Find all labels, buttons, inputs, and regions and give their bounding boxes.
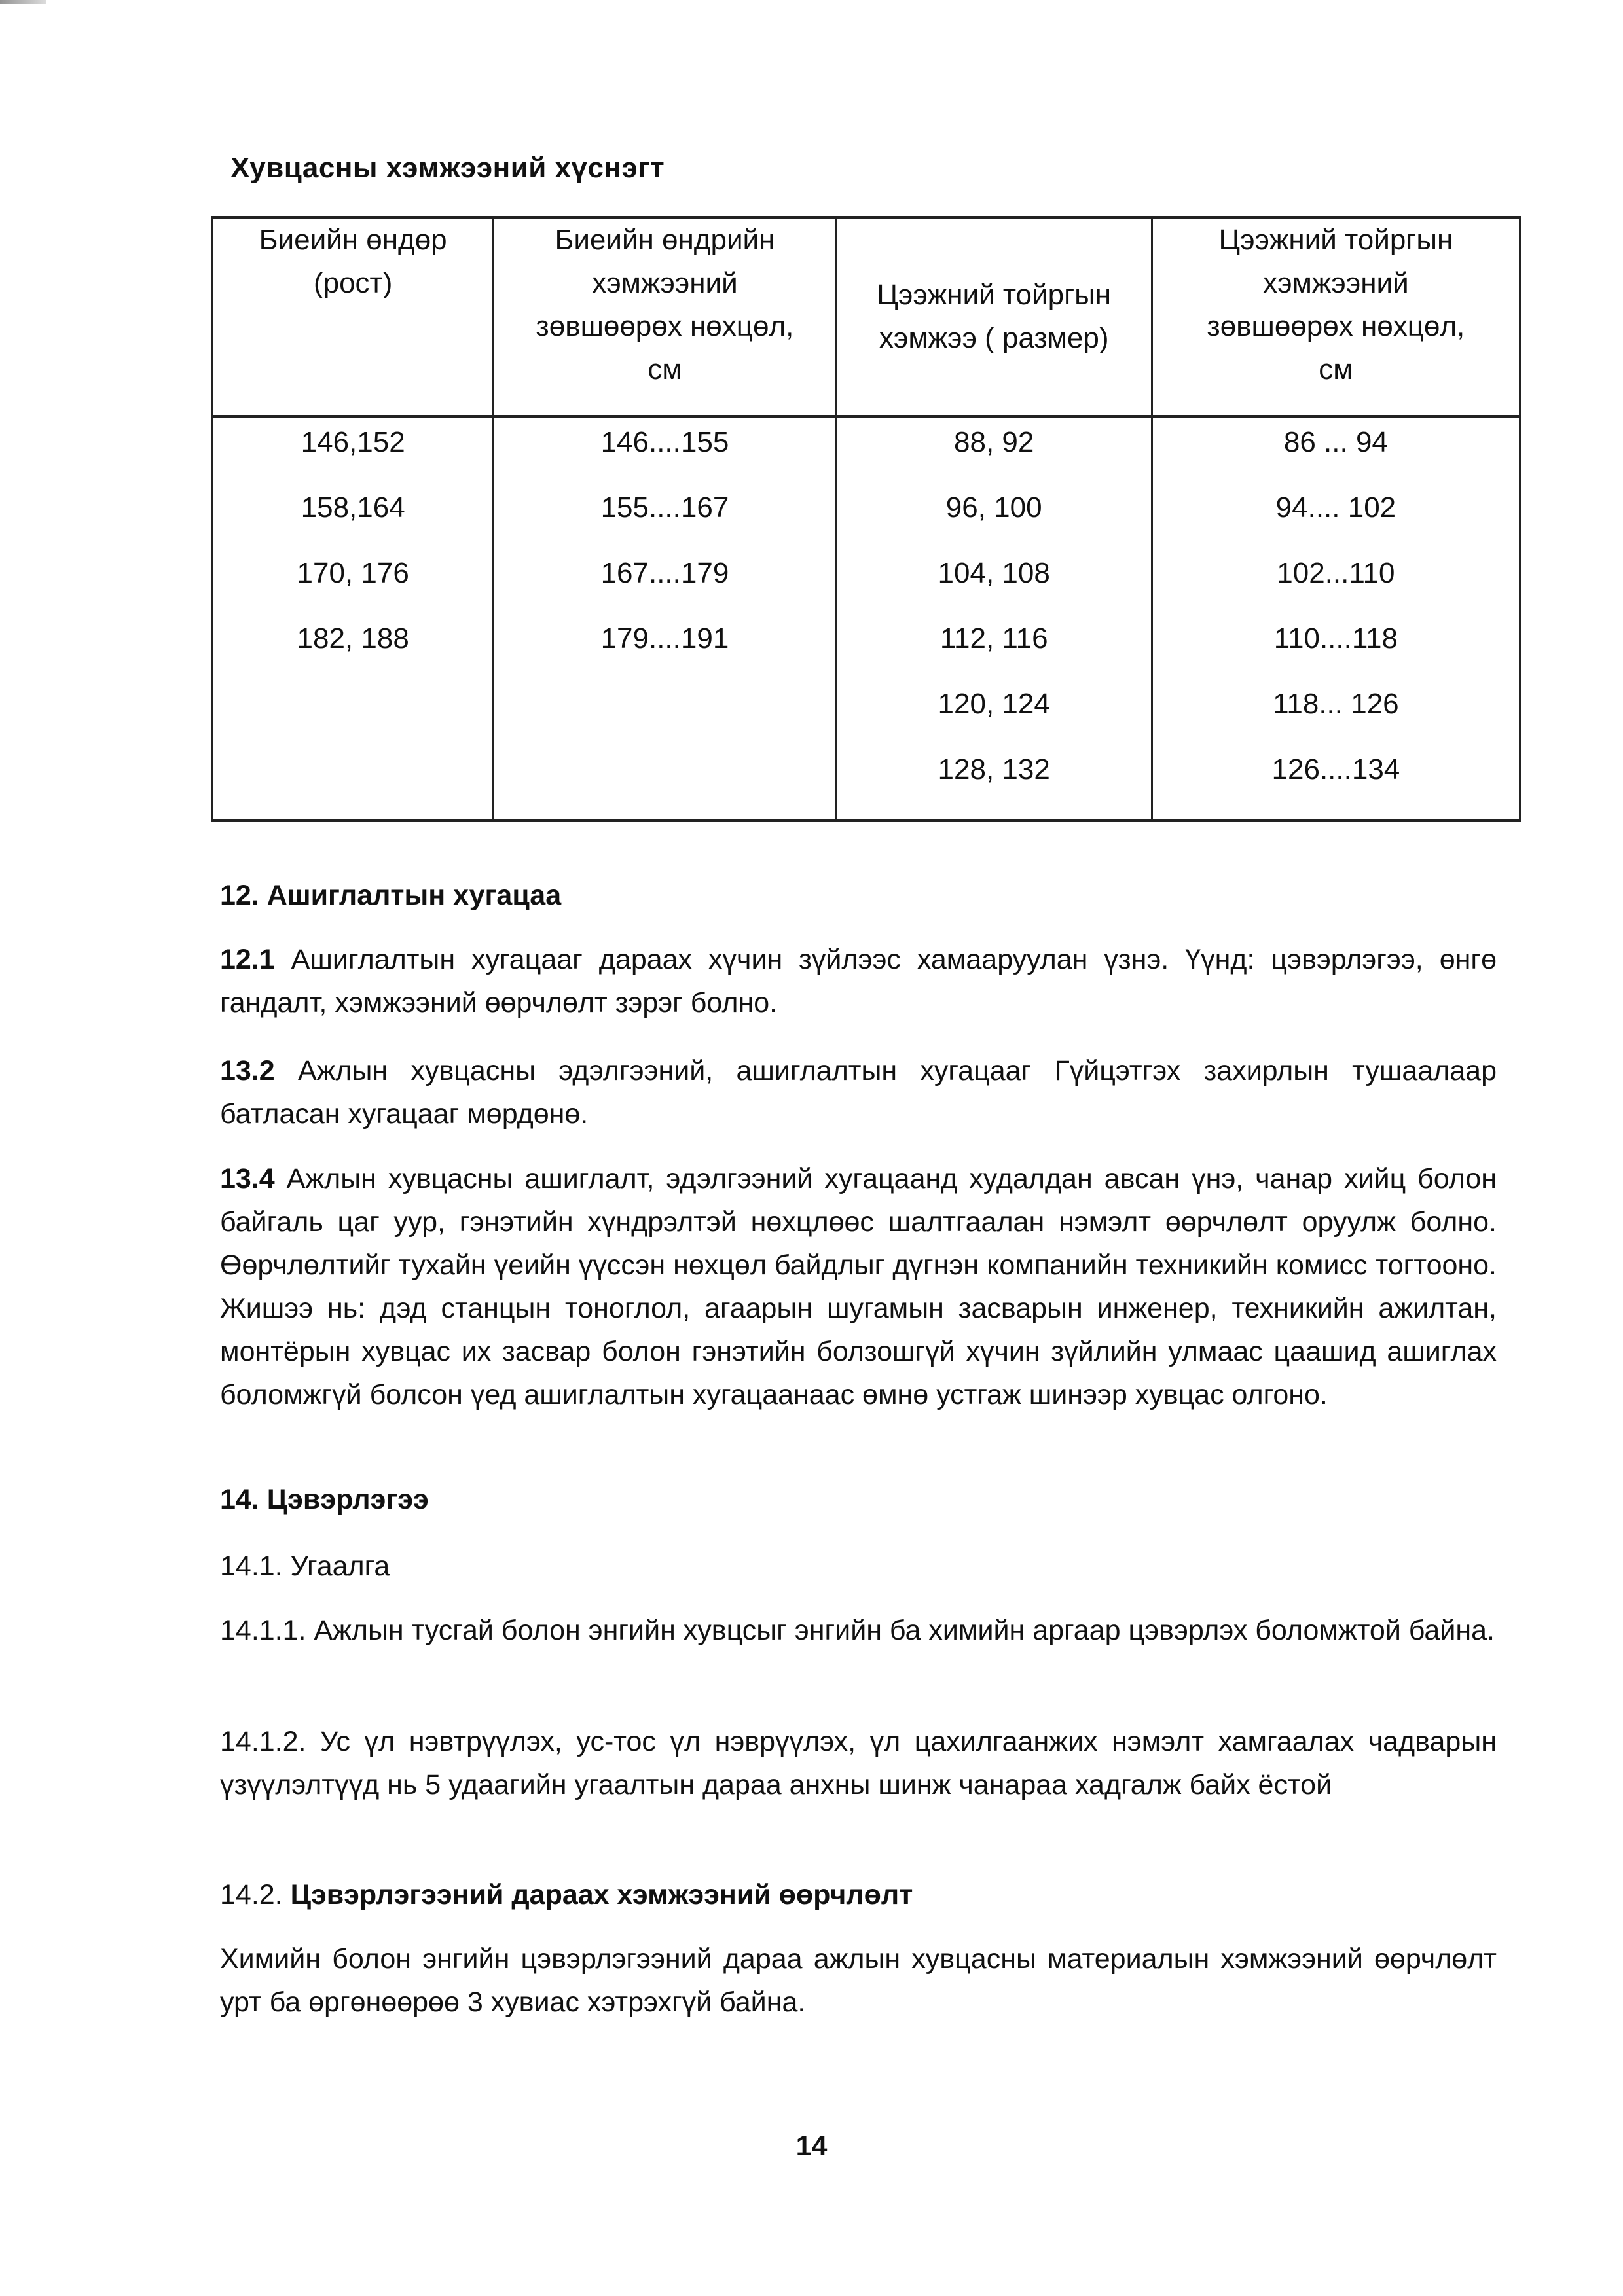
- table-cell: 86 ... 94: [1283, 426, 1388, 458]
- header-height-tolerance: Биеийн өндрийн хэмжээний зөвшөөрөх нөхцөл, см: [494, 217, 836, 416]
- table-cell: 155....167: [600, 492, 729, 524]
- header-chest-size: Цээжний тойргын хэмжээ ( размер): [836, 217, 1152, 416]
- table-row: [213, 416, 1520, 821]
- page-number: 14: [795, 2130, 828, 2162]
- table-cell: 126....134: [1271, 753, 1400, 785]
- table-cell: 104, 108: [938, 557, 1050, 589]
- section-14-heading: 14. Цэвэрлэгээ: [220, 1484, 429, 1515]
- paragraph-14-2: Химийн болон энгийн цэвэрлэгээний дараа ажлын хувцасны материалын хэмжээний өөрчлөлт урт ба өргөнөөрөө 3 хувиас хэтрэхгүй байна.: [220, 1943, 1497, 2018]
- table-cell: 158,164: [301, 492, 405, 524]
- clause-number: 12.1: [220, 944, 275, 975]
- paragraph-13-2: 13.2 Ажлын хувцасны эдэлгээний, ашиглалтын хугацааг Гүйцэтгэх захирлын тушаалаар батласан хугацааг мөрдөнө.: [220, 1055, 1497, 1130]
- column-body-height: [213, 416, 494, 821]
- table-cell: 96, 100: [945, 492, 1042, 524]
- table-cell: 167....179: [600, 557, 729, 589]
- subsection-14-2-heading: 14.2. Цэвэрлэгээний дараах хэмжээний өөрчлөлт: [220, 1879, 913, 1910]
- table-cell: 146,152: [301, 426, 405, 458]
- table-cell: 118... 126: [1273, 688, 1399, 720]
- clothing-size-table: [211, 216, 1521, 822]
- column-height-tolerance: [494, 416, 836, 821]
- table-cell: 94.... 102: [1275, 492, 1396, 524]
- table-cell: 102...110: [1277, 557, 1395, 589]
- table-cell: 182, 188: [297, 622, 409, 655]
- header-body-height: Биеийн өндөр (рост): [213, 217, 494, 416]
- paragraph-14-1-2: 14.1.2. Ус үл нэвтрүүлэх, ус-тос үл нэврүүлэх, үл цахилгаанжих нэмэлт хамгаалах чадварын үзүүлэлтүүд нь 5 удаагийн угаалтын дараа анхны шинж чанараа хадгалж байх ёстой: [220, 1726, 1497, 1801]
- clause-number: 13.2: [220, 1055, 275, 1086]
- clause-number: 13.4: [220, 1163, 275, 1194]
- table-cell: 146....155: [600, 426, 729, 458]
- table-header-row: [213, 217, 1520, 416]
- table-cell: 120, 124: [938, 688, 1050, 720]
- table-cell: 179....191: [600, 622, 729, 655]
- column-chest-tolerance: [1152, 416, 1520, 821]
- table-title: Хувцасны хэмжээний хүснэгт: [230, 152, 665, 184]
- scan-artifact: [0, 0, 46, 4]
- section-12-heading: 12. Ашиглалтын хугацаа: [220, 880, 562, 911]
- table-cell: 110....118: [1273, 622, 1398, 655]
- table-cell: 128, 132: [938, 753, 1050, 785]
- table-cell: 170, 176: [297, 557, 409, 589]
- paragraph-13-4: 13.4 Ажлын хувцасны ашиглалт, эдэлгээний хугацаанд худалдан авсан үнэ, чанар хийц болон байгаль цаг уур, гэнэтийн хүндрэлтэй нөхцлөөс шалтгаалан нэмэлт өөрчлөлт оруулж болно. Өөрчлөлтийг тухайн үеийн үүссэн нөхцөл байдлыг дүгнэн компанийн техникийн комисс тогтооно. Жишээ нь: дэд станцын тоноглол, агаарын шугамын засварын инженер, техникийн ажилтан, монтёрын хувцас их засвар болон гэнэтийн болзошгүй хүчин зүйлийн улмаас цаашид ашиглах боломжгүй болсон үед ашиглалтын хугацаанаас өмнө устгаж шинээр хувцас олгоно.: [220, 1163, 1497, 1410]
- paragraph-14-1-1: 14.1.1. Ажлын тусгай болон энгийн хувцсыг энгийн ба химийн аргаар цэвэрлэх боломжтой байна.: [220, 1615, 1495, 1646]
- table-cell: 112, 116: [939, 622, 1048, 655]
- column-chest-size: [836, 416, 1152, 821]
- header-chest-tolerance: Цээжний тойргын хэмжээний зөвшөөрөх нөхцөл, см: [1152, 217, 1520, 416]
- paragraph-12-1: 12.1 Ашиглалтын хугацааг дараах хүчин зүйлээс хамааруулан үзнэ. Үүнд: цэвэрлэгээ, өнгө гандалт, хэмжээний өөрчлөлт зэрэг болно.: [220, 944, 1497, 1018]
- subsection-14-1: 14.1. Угаалга: [220, 1551, 390, 1582]
- table-cell: 88, 92: [954, 426, 1034, 458]
